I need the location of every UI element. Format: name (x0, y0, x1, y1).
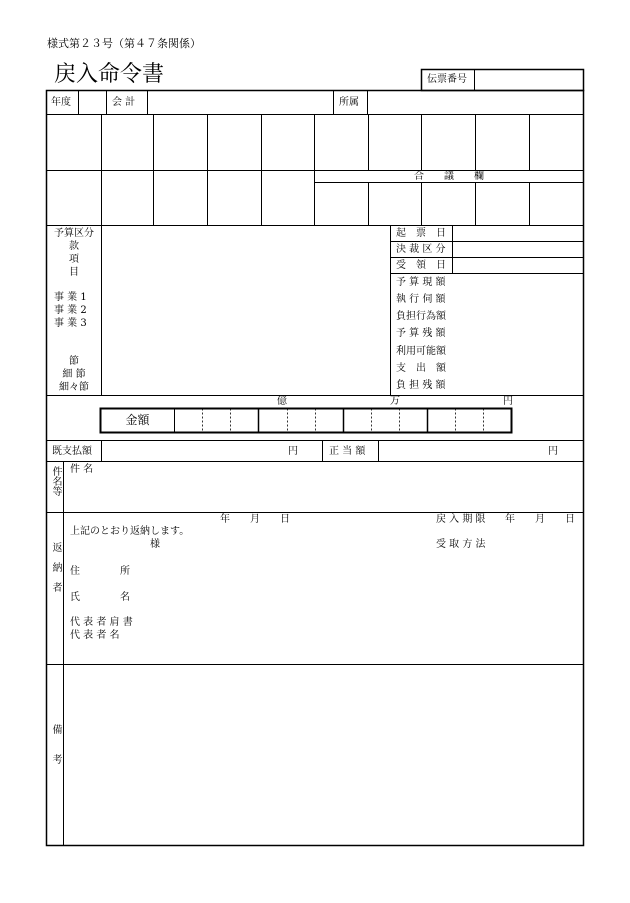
name-label: 氏 名 (70, 592, 130, 603)
return-statement: 上記のとおり返納します。 (70, 526, 190, 537)
sai-setsu-label: 細 節 (62, 369, 86, 380)
approval-type-label: 決 裁 区 分 (396, 244, 446, 255)
proper-amount-label: 正 当 額 (329, 446, 366, 457)
commitment-label: 負担行為額 (396, 311, 446, 322)
returner-side-label: 返 納 者 (50, 542, 61, 592)
remarks-field[interactable] (70, 670, 575, 840)
subject-side-label: 件名等 (50, 466, 61, 496)
expenditure-label: 支 出 額 (396, 363, 446, 374)
subject-label: 件 名 (70, 464, 94, 475)
paid-yen-label: 円 (288, 446, 298, 457)
commitment-remaining-label: 負 担 残 額 (396, 380, 446, 391)
budget-division-label: 予算区分 (54, 228, 94, 239)
voucher-label: 伝票番号 (427, 74, 467, 85)
deadline-label: 戻 入 期 限 (436, 514, 486, 525)
amount-input[interactable] (175, 409, 511, 432)
rep-title-label: 代 表 者 肩 書 (70, 617, 133, 628)
return-date: 年 月 日 (220, 514, 290, 525)
issue-date-label: 起 票 日 (396, 228, 446, 239)
unit-yen: 円 (503, 396, 513, 407)
project1-label: 事 業 1 (54, 292, 87, 303)
budget-current-label: 予 算 現 額 (396, 277, 446, 288)
addressee-label: 様 (150, 539, 160, 550)
council-label: 合 議 欄 (414, 171, 484, 182)
paid-label: 既支払額 (52, 446, 92, 457)
kou-label: 項 (69, 254, 79, 265)
project2-label: 事 業 2 (54, 305, 87, 316)
deadline-date: 年 月 日 (505, 514, 575, 525)
proper-yen-label: 円 (548, 446, 558, 457)
unit-man: 万 (390, 396, 400, 407)
department-label: 所属 (339, 97, 359, 108)
budget-remaining-label: 予 算 残 額 (396, 328, 446, 339)
receive-method-label: 受 取 方 法 (436, 539, 486, 550)
kan-label: 款 (69, 241, 79, 252)
unit-oku: 億 (277, 396, 287, 407)
receipt-date-label: 受 領 日 (396, 260, 446, 271)
fiscal-year-label: 年度 (51, 97, 71, 108)
setsu-label: 節 (69, 356, 79, 367)
saisai-setsu-label: 細々節 (59, 382, 89, 393)
page-title: 戻入命令書 (54, 62, 165, 87)
subject-field[interactable] (110, 464, 570, 508)
accounting-label: 会 計 (112, 97, 136, 108)
address-label: 住 所 (70, 566, 130, 577)
available-label: 利用可能額 (396, 346, 446, 357)
execution-request-label: 執 行 伺 額 (396, 294, 446, 305)
moku-label: 目 (69, 267, 79, 278)
rep-name-label: 代 表 者 名 (70, 630, 120, 641)
form-number: 様式第２３号（第４７条関係） (47, 37, 201, 50)
remarks-side-label: 備 考 (50, 724, 61, 764)
project3-label: 事 業 3 (54, 318, 87, 329)
amount-box-label: 金額 (125, 413, 150, 427)
